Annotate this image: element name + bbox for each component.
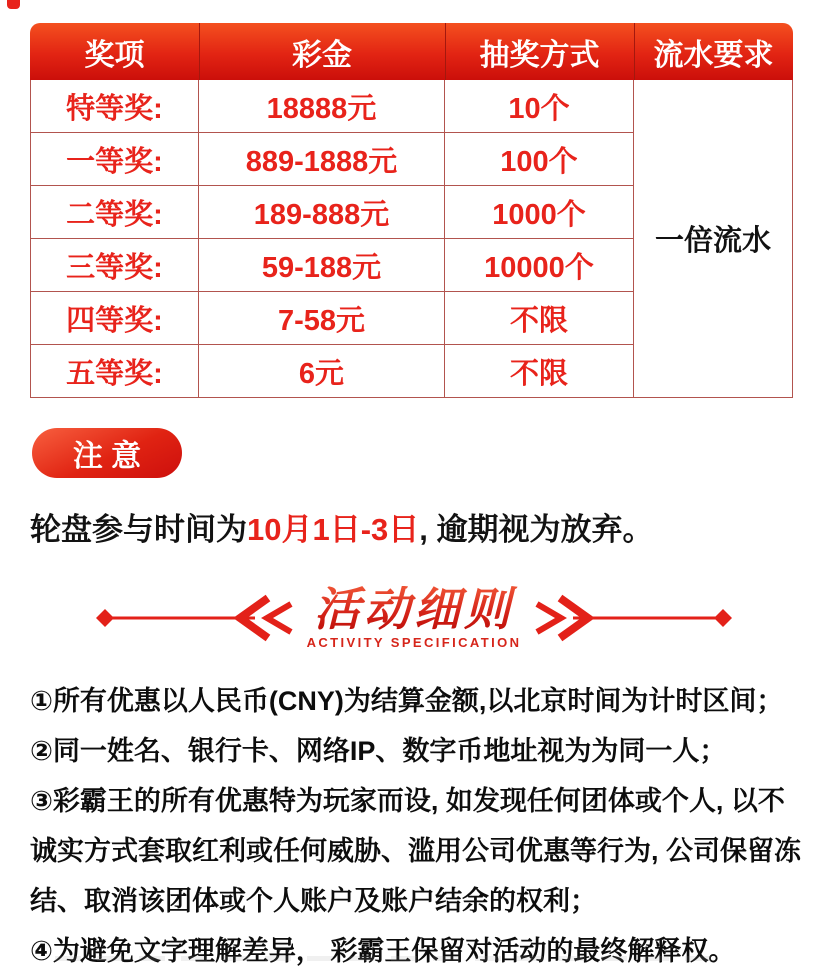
tier-label: 三等奖: [30,239,199,292]
activity-rules [30,676,802,976]
col-header-tier: 奖项 [30,23,199,80]
right-arrow-divider-icon [531,594,741,642]
tier-label: 五等奖: [30,345,199,398]
notice-line [30,504,654,549]
turnover-requirement: 一倍流水 [634,80,793,398]
tier-label: 特等奖: [30,80,199,133]
notice-date-highlight: 10月1日-3日 [247,512,420,547]
cropped-red-fragment [7,0,20,9]
rule-item: ④为避免文字理解差异， 彩霸王保留对活动的最终解释权。 [30,936,736,966]
notice-badge [32,428,182,478]
notice-text-pre: 轮盘参与时间为 [30,512,247,547]
prize-table [30,23,793,398]
col-header-draw-mode: 抽奖方式 [445,23,634,80]
left-arrow-divider-icon [87,594,297,642]
notice-text-post: , 逾期视为放弃。 [419,512,654,547]
col-header-turnover: 流水要求 [634,23,793,80]
rule-item: ②同一姓名、银行卡、网络IP、数字币地址视为为同一人； [30,736,727,766]
table-row [30,80,793,133]
tier-label: 四等奖: [30,292,199,345]
prize-value: 7-58元 [199,292,445,345]
section-subtitle: ACTIVITY SPECIFICATION [306,635,522,650]
prize-value: 189-888元 [199,186,445,239]
draw-count: 不限 [445,292,634,345]
draw-count: 100个 [445,133,634,186]
prize-value: 889-1888元 [199,133,445,186]
rule-item: ③彩霸王的所有优惠特为玩家而设, 如发现任何团体或个人, 以不诚实方式套取红利或任何威胁、滥用公司优惠等行为, 公司保留冻结、取消该团体或个人账户及账户结余的权利； [30,786,802,916]
section-title-block [306,583,522,650]
prize-value: 18888元 [199,80,445,133]
tier-label: 一等奖: [30,133,199,186]
rule-item: ①所有优惠以人民币(CNY)为结算金额,以北京时间为计时区间； [30,686,784,716]
prize-table-header [30,23,793,80]
draw-count: 不限 [445,345,634,398]
col-header-prize: 彩金 [199,23,445,80]
draw-count: 1000个 [445,186,634,239]
section-header [0,583,828,650]
tier-label: 二等奖: [30,186,199,239]
prize-value: 59-188元 [199,239,445,292]
section-title: 活动细则 [307,586,522,632]
cropped-next-line-fragment [55,956,715,961]
draw-count: 10个 [445,80,634,133]
draw-count: 10000个 [445,239,634,292]
notice-badge-label: 注 意 [72,440,142,473]
prize-value: 6元 [199,345,445,398]
